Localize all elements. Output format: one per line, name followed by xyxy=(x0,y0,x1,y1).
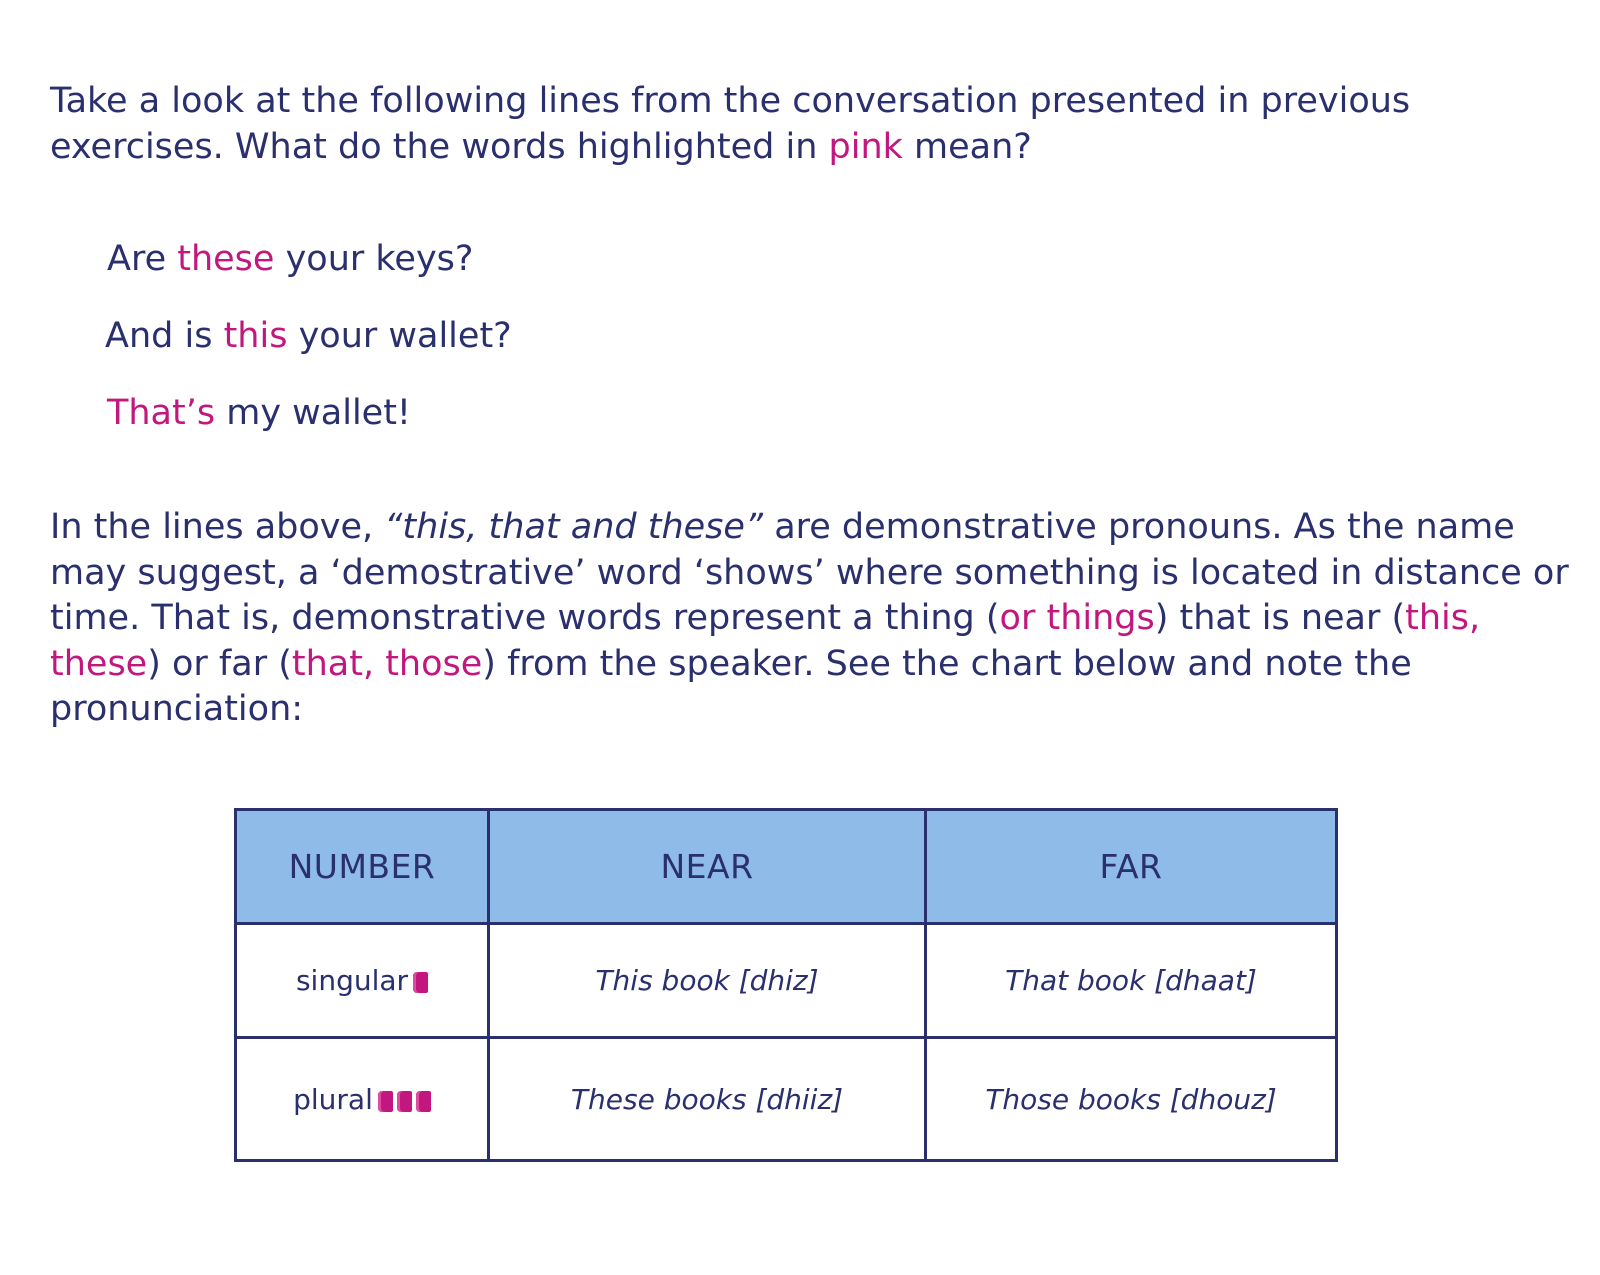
table-header-row xyxy=(236,810,1337,924)
example-line-1 xyxy=(107,236,473,282)
book-icon xyxy=(416,1091,431,1112)
para-part-7: ) or far ( xyxy=(147,643,292,684)
table-row xyxy=(236,924,1337,1038)
book-icon xyxy=(378,1091,393,1112)
cell-far-plural: Those books [dhouz] xyxy=(926,1038,1337,1161)
header-far: FAR xyxy=(926,810,1337,924)
line-3-post: my wallet! xyxy=(215,393,411,433)
intro-before: Take a look at the following lines from the conversation presented in previous exercises. What do the words highlighted in xyxy=(50,81,1411,167)
para-part-3: are demonstrative pronouns. As the name may suggest, a ‘demostrative’ word ‘shows’ where something is located in distance or time. That is, demonstrative words represent a thing ( xyxy=(50,507,1569,638)
para-part-9: ) from the speaker. See the chart below and note the pronunciation: xyxy=(50,643,1412,729)
table-row xyxy=(236,1038,1337,1161)
singular-label: singular xyxy=(295,964,409,997)
cell-number-singular xyxy=(236,924,489,1038)
cell-far-singular: That book [dhaat] xyxy=(926,924,1337,1038)
para-part-5: ) that is near ( xyxy=(1154,598,1406,638)
line-2-post: your wallet? xyxy=(287,316,512,356)
demonstratives-table xyxy=(234,808,1338,1162)
line-2-pre: And is xyxy=(105,316,224,356)
para-italic-quote: “this, that and these” xyxy=(384,507,764,547)
header-near: NEAR xyxy=(489,810,926,924)
line-1-highlight: these xyxy=(177,239,275,279)
example-line-2 xyxy=(105,313,512,359)
intro-highlight-word: pink xyxy=(828,127,903,167)
para-part-1: In the lines above, xyxy=(50,507,385,547)
book-icon xyxy=(413,972,428,993)
line-1-post: your keys? xyxy=(274,239,474,279)
cell-near-singular: This book [dhiz] xyxy=(489,924,926,1038)
plural-label: plural xyxy=(293,1082,373,1116)
para-highlight-or-things: or things xyxy=(999,598,1155,638)
header-number: NUMBER xyxy=(236,810,489,924)
book-icon xyxy=(397,1091,412,1112)
line-3-highlight: That’s xyxy=(107,393,216,433)
intro-text xyxy=(50,78,1560,170)
cell-near-plural: These books [dhiiz] xyxy=(489,1038,926,1161)
intro-after: mean? xyxy=(902,127,1032,167)
explanation-paragraph xyxy=(50,505,1570,733)
line-2-highlight: this xyxy=(223,316,288,356)
para-highlight-near: this, these xyxy=(50,598,1481,684)
line-1-pre: Are xyxy=(107,239,178,279)
para-highlight-far: that, those xyxy=(291,643,483,684)
cell-number-plural xyxy=(236,1038,489,1161)
example-line-3 xyxy=(107,390,411,436)
